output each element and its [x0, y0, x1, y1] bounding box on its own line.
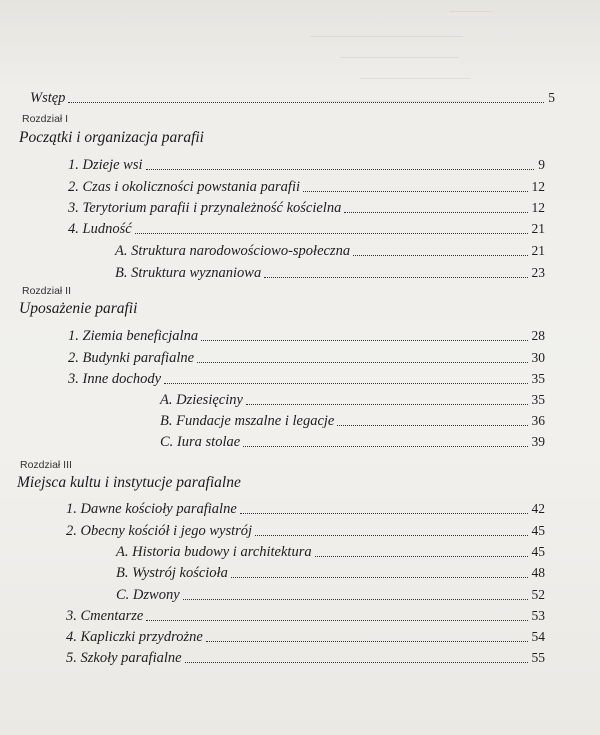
- toc-page-number: 21: [531, 221, 545, 236]
- toc-entry[interactable]: [68, 220, 545, 238]
- toc-entry-label: C. Dzwony: [116, 587, 180, 603]
- toc-page-number: 12: [531, 179, 545, 194]
- toc-entry[interactable]: [66, 522, 545, 540]
- toc-entry-label: 3. Cmentarze: [66, 608, 144, 624]
- toc-entry[interactable]: [66, 628, 545, 646]
- toc-entry[interactable]: [68, 199, 545, 217]
- toc-page-number: 12: [531, 200, 545, 215]
- toc-page-number: 30: [531, 350, 545, 365]
- toc-entry[interactable]: [116, 564, 545, 582]
- toc-entry[interactable]: [160, 412, 545, 430]
- toc-page-number: 9: [538, 157, 545, 172]
- toc-page-number: 52: [531, 587, 545, 602]
- dot-leader: [337, 425, 527, 426]
- dot-leader: [206, 641, 528, 642]
- toc-entry[interactable]: [115, 264, 545, 282]
- toc-page-number: 21: [531, 243, 545, 258]
- show-through-text: ───── ────────────────── ────────────── ───────────── ───────────────────: [310, 4, 493, 108]
- toc-entry-label: 1. Dawne kościoły parafialne: [66, 501, 237, 517]
- toc-entry-label: B. Wystrój kościoła: [116, 565, 228, 581]
- toc-page-number: 35: [531, 371, 545, 386]
- toc-entry-label: 5. Szkoły parafialne: [66, 650, 182, 666]
- toc-entry-label: Wstęp: [30, 90, 66, 106]
- toc-page-number: 5: [548, 90, 555, 105]
- toc-page-number: 39: [531, 434, 545, 449]
- toc-entry[interactable]: [115, 242, 545, 260]
- toc-entry-label: 3. Inne dochody: [68, 371, 162, 387]
- dot-leader: [201, 340, 527, 341]
- dot-leader: [315, 556, 528, 557]
- toc-page-number: 28: [531, 328, 545, 343]
- dot-leader: [146, 169, 535, 170]
- dot-leader: [264, 277, 527, 278]
- toc-entry[interactable]: [160, 433, 545, 451]
- dot-leader: [135, 233, 528, 234]
- toc-page-number: 23: [531, 265, 545, 280]
- chapter-label: Rozdział III: [20, 459, 72, 471]
- toc-entry-label: A. Struktura narodowościowo-społeczna: [115, 243, 351, 259]
- dot-leader: [240, 513, 528, 514]
- toc-entry-label: A. Historia budowy i architektura: [116, 544, 312, 560]
- chapter-title[interactable]: Uposażenie parafii: [19, 300, 138, 317]
- toc-page-number: 54: [531, 629, 545, 644]
- dot-leader: [146, 620, 527, 621]
- dot-leader: [303, 191, 527, 192]
- toc-entry-label: C. Iura stolae: [160, 434, 241, 450]
- toc-entry-label: A. Dziesięciny: [160, 392, 243, 408]
- toc-entry[interactable]: [68, 178, 545, 196]
- toc-entry-label: 2. Obecny kościół i jego wystrój: [66, 523, 253, 539]
- toc-entry[interactable]: [66, 500, 545, 518]
- toc-page-number: 45: [531, 544, 545, 559]
- dot-leader: [185, 662, 528, 663]
- toc-entry-intro[interactable]: [30, 89, 555, 107]
- toc-page-number: 42: [531, 501, 545, 516]
- toc-entry-label: 2. Budynki parafialne: [68, 350, 195, 366]
- toc-entry[interactable]: [116, 543, 545, 561]
- toc-entry[interactable]: [68, 156, 545, 174]
- toc-entry-label: 1. Dzieje wsi: [68, 157, 143, 173]
- toc-entry[interactable]: [66, 649, 545, 667]
- chapter-label: Rozdział II: [22, 285, 72, 297]
- toc-entry-label: 2. Czas i okoliczności powstania parafii: [68, 179, 301, 195]
- toc-entry[interactable]: [68, 370, 545, 388]
- dot-leader: [255, 535, 527, 536]
- toc-entry[interactable]: [68, 349, 545, 367]
- toc-entry-label: 3. Terytorium parafii i przynależność kościelna: [68, 200, 342, 216]
- dot-leader: [344, 212, 527, 213]
- toc-page-number: 36: [531, 413, 545, 428]
- chapter-title[interactable]: Początki i organizacja parafii: [19, 129, 204, 146]
- toc-entry-label: 4. Ludność: [68, 221, 132, 237]
- toc-entry-label: B. Fundacje mszalne i legacje: [160, 413, 335, 429]
- toc-entry[interactable]: [116, 586, 545, 604]
- toc-page-number: 35: [531, 392, 545, 407]
- dot-leader: [231, 577, 528, 578]
- toc-page-number: 55: [531, 650, 545, 665]
- chapter-label: Rozdział I: [22, 113, 69, 125]
- toc-entry[interactable]: [160, 391, 545, 409]
- dot-leader: [246, 404, 528, 405]
- toc-page-number: 45: [531, 523, 545, 538]
- dot-leader: [197, 362, 527, 363]
- dot-leader: [243, 446, 527, 447]
- dot-leader: [164, 383, 527, 384]
- toc-page-number: 53: [531, 608, 545, 623]
- toc-entry-label: 4. Kapliczki przydrożne: [66, 629, 203, 645]
- chapter-title[interactable]: Miejsca kultu i instytucje parafialne: [17, 474, 241, 491]
- toc-entry-label: 1. Ziemia beneficjalna: [68, 328, 199, 344]
- dot-leader: [68, 102, 544, 103]
- toc-entry[interactable]: [68, 327, 545, 345]
- dot-leader: [353, 255, 527, 256]
- toc-entry[interactable]: [66, 607, 545, 625]
- dot-leader: [183, 599, 528, 600]
- toc-page-number: 48: [531, 565, 545, 580]
- toc-entry-label: B. Struktura wyznaniowa: [115, 265, 262, 281]
